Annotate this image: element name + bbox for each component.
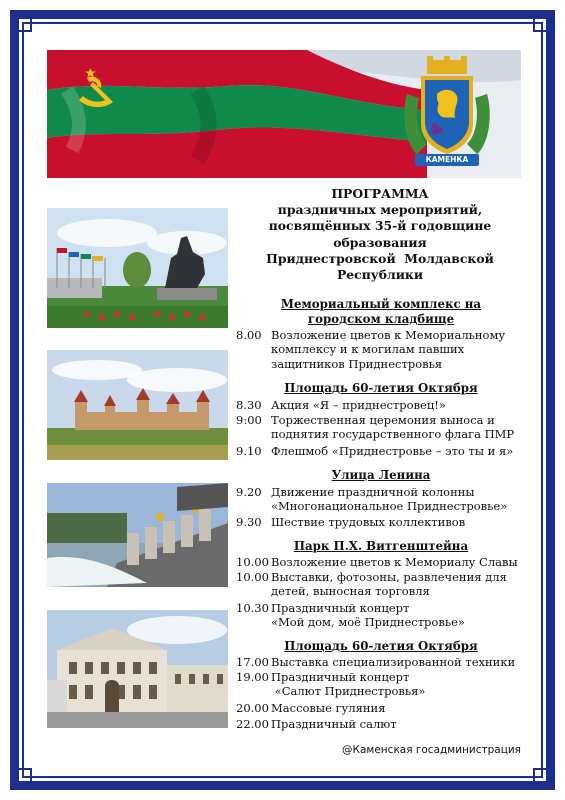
event-time: 20.00 [236,701,269,715]
corner-ornament [533,768,555,790]
event-time: 9.30 [236,515,262,529]
event-time: 10.30 [236,601,269,615]
event-description [271,601,526,630]
event-description [271,555,526,569]
monument-photo [47,208,228,328]
event-description [271,701,526,715]
event-line: Возложение цветов к Мемориалу Славы [271,555,518,569]
section-heading-line: Улица Ленина [331,468,431,482]
event-time: 8.30 [236,398,262,412]
section-heading [238,539,524,554]
section-heading [238,381,524,396]
event-line: Праздничный салют [271,717,397,731]
section-heading [238,639,524,654]
event-line: защитников Приднестровья [271,356,443,371]
credit-line: @Каменская госадминистрация [342,744,521,756]
event-description [271,328,526,371]
corner-ornament [10,10,32,32]
event-line: Возложение цветов к Мемориальному [271,328,506,342]
title-line: Республики [336,267,424,283]
event-description [271,717,526,731]
flag-banner [47,50,521,178]
event-description [271,670,526,699]
event-description [271,485,526,514]
event-line: «Мой дом, моё Приднестровье» [271,615,465,630]
title-line: образования [333,234,427,250]
schedule-row [236,413,526,442]
event-description [271,570,526,599]
schedule-row [236,717,526,731]
title-line: посвящённых 35-й годовщине [268,218,492,234]
schedule-row [236,515,526,529]
event-time: 9:00 [236,413,262,427]
event-line: Праздничный концерт [271,601,410,615]
schedule-row [236,655,526,669]
event-line: поднятия государственного флага ПМР [271,427,515,442]
event-time: 10.00 [236,555,269,569]
schedule-row [236,570,526,599]
event-time: 22.00 [236,717,269,731]
event-time: 19.00 [236,670,269,684]
emblem-kamenka [397,54,497,174]
title-line: Приднестровской Молдавской [266,250,494,266]
event-line: «Многонациональное Приднестровье» [271,499,508,514]
section-heading-line: Площадь 60-летия Октября [284,639,478,653]
event-line: Шествие трудовых коллективов [271,515,466,529]
emblem-city-label: КАМЕНКА [425,155,469,164]
event-line: Праздничный концерт [271,670,410,684]
event-time: 9.10 [236,444,262,458]
section-heading [238,468,524,483]
event-description [271,655,526,669]
dam-photo [47,483,228,587]
event-line: Выставка специализированной техники [271,655,516,669]
schedule-row [236,398,526,412]
event-line: Флешмоб «Приднестровье – это ты и я» [271,444,514,458]
section-heading [238,297,524,326]
event-description [271,413,526,442]
event-line: детей, выносная торговля [271,584,430,599]
section-heading-line: Мемориальный комплекс на [280,297,482,311]
section-heading-line: Парк П.Х. Витгенштейна [293,539,469,553]
schedule-row [236,328,526,371]
event-description [271,515,526,529]
event-line: Акция «Я – приднестровец!» [271,398,446,412]
section-heading-line: Площадь 60-летия Октября [284,381,478,395]
program-title [240,186,520,283]
corner-ornament [533,10,555,32]
palace-photo [47,610,228,728]
schedule-row [236,601,526,630]
event-time: 10.00 [236,570,269,584]
schedule-row [236,670,526,699]
event-line: Массовые гуляния [271,701,386,715]
event-line: Торжественная церемония выноса и [271,413,495,427]
event-line: Движение праздничной колонны [271,485,475,499]
corner-ornament [10,768,32,790]
schedule-row [236,485,526,514]
event-description [271,444,526,458]
event-description [271,398,526,412]
event-time: 9.20 [236,485,262,499]
title-line: праздничных мероприятий, [277,202,483,218]
event-line: «Салют Приднестровья» [271,684,426,699]
event-time: 17.00 [236,655,269,669]
section-heading-line: городском кладбище [307,311,455,326]
schedule-row [236,444,526,458]
fortress-photo [47,350,228,460]
event-line: Выставки, фотозоны, развлечения для [271,570,507,584]
title-line: ПРОГРАММА [331,186,429,201]
schedule-row [236,701,526,715]
event-line: комплексу и к могилам павших [271,342,465,357]
schedule-row [236,555,526,569]
event-time: 8.00 [236,328,262,342]
